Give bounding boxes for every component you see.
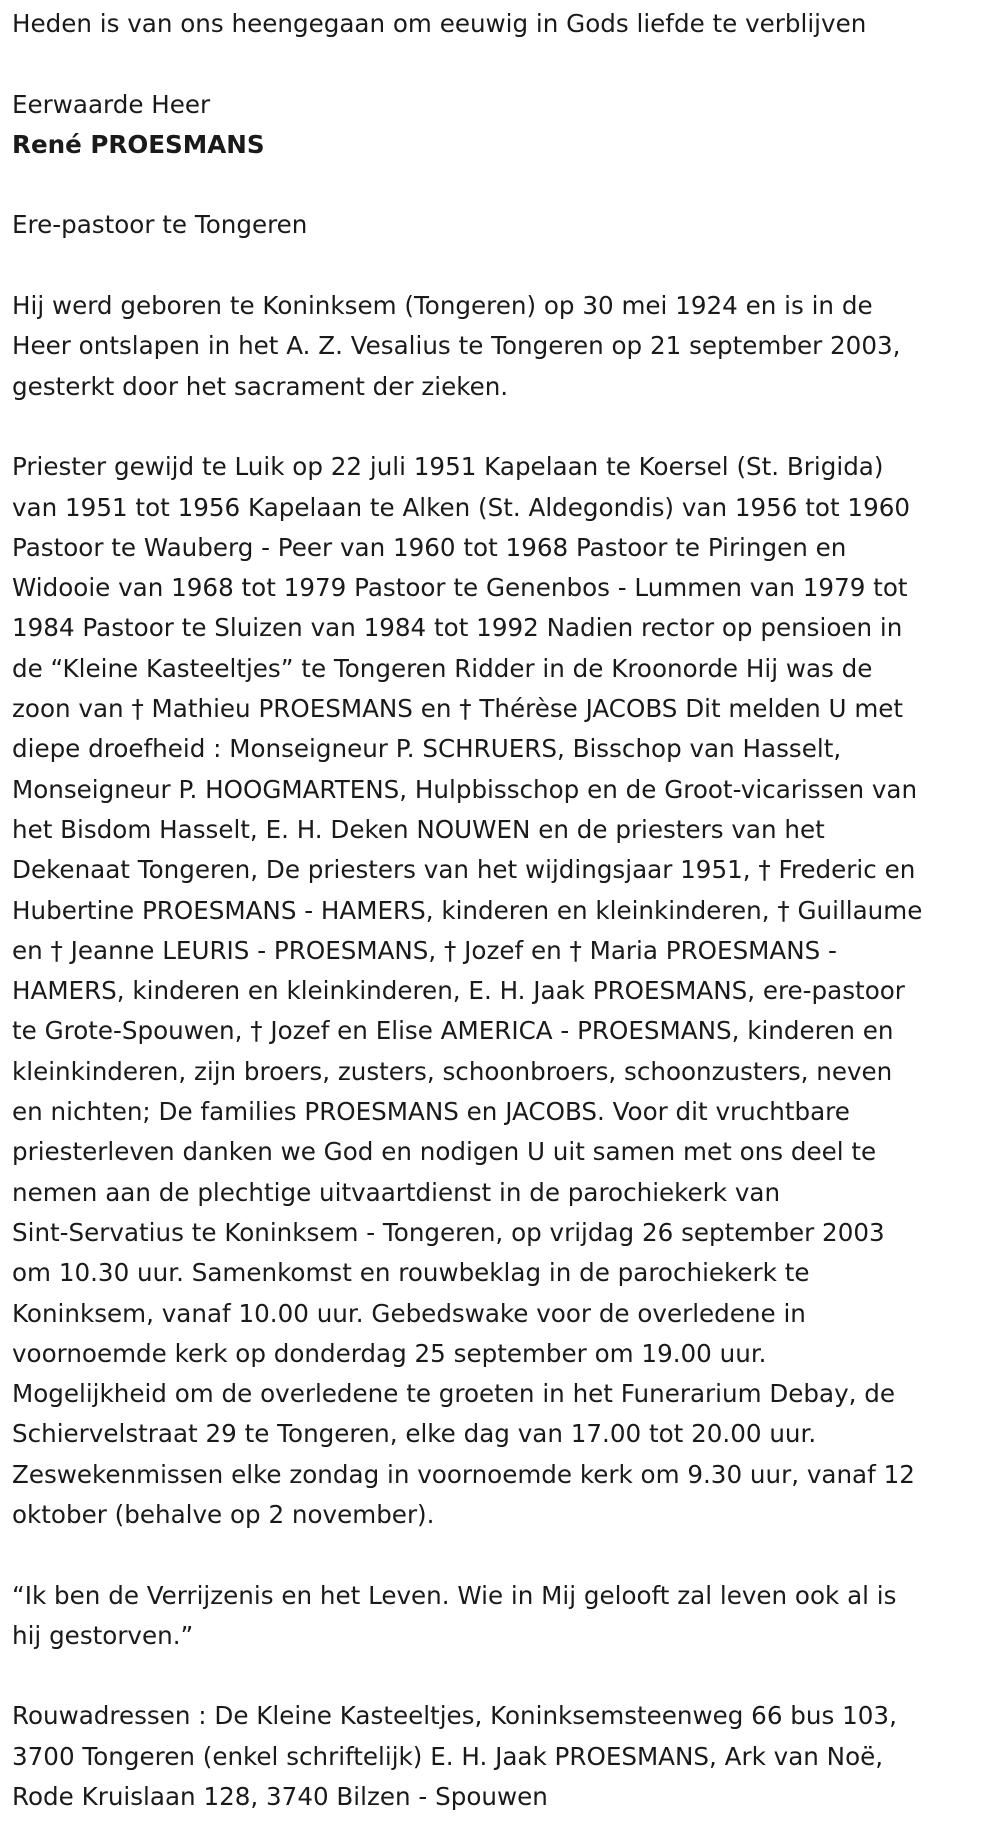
paragraph-line: Hubertine PROESMANS - HAMERS, kinderen en kleinkinderen, † Guillaume: [12, 895, 923, 925]
paragraph-line: Koninksem, vanaf 10.00 uur. Gebedswake voor de overledene in: [12, 1298, 806, 1328]
paragraph-line: HAMERS, kinderen en kleinkinderen, E. H. Jaak PROESMANS, ere-pastoor: [12, 976, 905, 1006]
paragraph-line: voornoemde kerk op donderdag 25 september om 19.00 uur.: [12, 1338, 767, 1368]
paragraph-line: en † Jeanne LEURIS - PROESMANS, † Jozef en † Maria PROESMANS -: [12, 935, 837, 965]
paragraph-line: Schiervelstraat 29 te Tongeren, elke dag van 17.00 tot 20.00 uur.: [12, 1419, 817, 1449]
career-announcement-paragraph: [12, 447, 997, 1535]
intro-section: [12, 4, 997, 44]
paragraph-line: Hij werd geboren te Koninksem (Tongeren) op 30 mei 1924 en is in de: [12, 291, 873, 321]
honorific: Eerwaarde Heer: [12, 89, 211, 119]
address-line: Rouwadressen : De Kleine Kasteeltjes, Koninksemsteenweg 66 bus 103,: [12, 1701, 897, 1731]
paragraph-line: Pastoor te Wauberg - Peer van 1960 tot 1968 Pastoor te Piringen en: [12, 532, 847, 562]
paragraph-line: diepe droefheid : Monseigneur P. SCHRUERS, Bisschop van Hasselt,: [12, 734, 842, 764]
paragraph-line: Zeswekenmissen elke zondag in voornoemde kerk om 9.30 uur, vanaf 12: [12, 1459, 915, 1489]
paragraph-line: het Bisdom Hasselt, E. H. Deken NOUWEN en de priesters van het: [12, 814, 825, 844]
paragraph-line: Priester gewijd te Luik op 22 juli 1951 Kapelaan te Koersel (St. Brigida): [12, 452, 884, 482]
paragraph-line: zoon van † Mathieu PROESMANS en † Thérèse JACOBS Dit melden U met: [12, 694, 904, 724]
paragraph-line: en nichten; De families PROESMANS en JACOBS. Voor dit vruchtbare: [12, 1097, 850, 1127]
deceased-role: Ere-pastoor te Tongeren: [12, 210, 308, 240]
paragraph-line: Dekenaat Tongeren, De priesters van het wijdingsjaar 1951, † Frederic en: [12, 855, 916, 885]
deceased-header: [12, 85, 997, 166]
address-line: 3700 Tongeren (enkel schriftelijk) E. H. Jaak PROESMANS, Ark van Noë,: [12, 1741, 884, 1771]
role-section: [12, 205, 997, 245]
paragraph-line: Sint-Servatius te Koninksem - Tongeren, op vrijdag 26 september 2003: [12, 1217, 885, 1247]
paragraph-line: de “Kleine Kasteeltjes” te Tongeren Ridder in de Kroonorde Hij was de: [12, 653, 873, 683]
address-paragraph: [12, 1696, 997, 1817]
paragraph-line: te Grote-Spouwen, † Jozef en Elise AMERICA - PROESMANS, kinderen en: [12, 1016, 894, 1046]
paragraph-line: Widooie van 1968 tot 1979 Pastoor te Genenbos - Lummen van 1979 tot: [12, 573, 908, 603]
address-line: Rode Kruislaan 128, 3740 Bilzen - Spouwen: [12, 1782, 548, 1812]
paragraph-line: kleinkinderen, zijn broers, zusters, schoonbroers, schoonzusters, neven: [12, 1056, 893, 1086]
birth-paragraph: [12, 286, 997, 407]
paragraph-line: Monseigneur P. HOOGMARTENS, Hulpbisschop en de Groot-vicarissen van: [12, 774, 918, 804]
quote-line: hij gestorven.”: [12, 1620, 194, 1650]
quote-paragraph: [12, 1576, 997, 1657]
intro-text: Heden is van ons heengegaan om eeuwig in Gods liefde te verblijven: [12, 9, 867, 38]
deceased-name: René PROESMANS: [12, 129, 265, 159]
paragraph-line: gesterkt door het sacrament der zieken.: [12, 371, 509, 401]
obituary-document: [12, 4, 997, 1817]
paragraph-line: priesterleven danken we God en nodigen U uit samen met ons deel te: [12, 1137, 877, 1167]
paragraph-line: nemen aan de plechtige uitvaartdienst in de parochiekerk van: [12, 1177, 781, 1207]
paragraph-line: 1984 Pastoor te Sluizen van 1984 tot 1992 Nadien rector op pensioen in: [12, 613, 903, 643]
paragraph-line: Heer ontslapen in het A. Z. Vesalius te Tongeren op 21 september 2003,: [12, 331, 901, 361]
paragraph-line: oktober (behalve op 2 november).: [12, 1499, 435, 1529]
paragraph-line: Mogelijkheid om de overledene te groeten in het Funerarium Debay, de: [12, 1379, 896, 1409]
paragraph-line: om 10.30 uur. Samenkomst en rouwbeklag in de parochiekerk te: [12, 1258, 810, 1288]
quote-line: “Ik ben de Verrijzenis en het Leven. Wie in Mij gelooft zal leven ook al is: [12, 1580, 897, 1610]
paragraph-line: van 1951 tot 1956 Kapelaan te Alken (St. Aldegondis) van 1956 tot 1960: [12, 492, 911, 522]
